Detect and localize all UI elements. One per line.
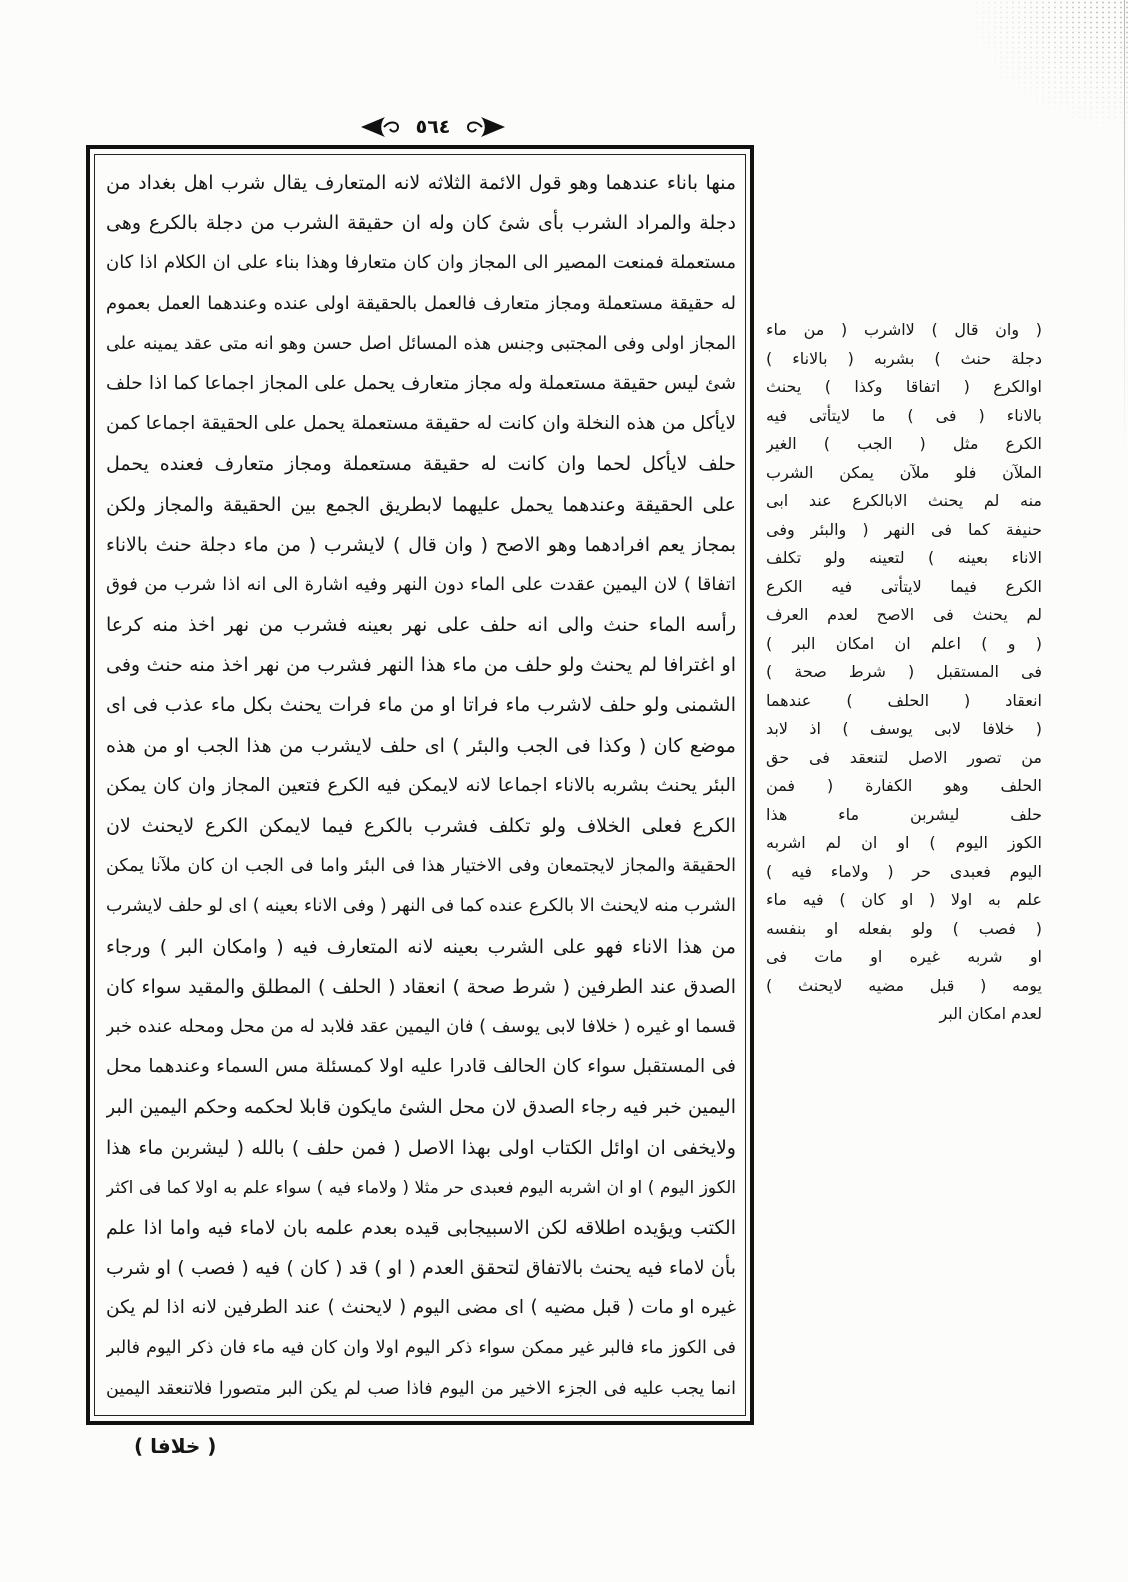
page-number: ٥٦٤ xyxy=(415,116,451,138)
main-text-line: غيره او مات ( قبل مضيه ) اى مضى اليوم ( لايحنث ) عند الطرفين لانه اذا لم يكن xyxy=(106,1297,736,1319)
catchword: ( خلافا ) xyxy=(134,1434,217,1458)
main-text-line: مستعملة فمنعت المصير الى المجاز وان كان متعارفا وهذا بناء على ان الكلام اذا كان xyxy=(106,252,736,274)
main-text-line: فى المستقبل سواء كان الحالف قادرا عليه اولا كمسئلة مس السماء وعندهما محل xyxy=(106,1056,736,1078)
margin-text-line: انعقاد ( الحلف ) عندهما xyxy=(766,690,1042,710)
margin-text-line: حنيفة كما فى النهر ( والبئر وفى xyxy=(766,519,1042,539)
main-text-line: الشرب منه لايحنث الا بالكرع عنده كما فى النهر ( وفى الاناء بعينه ) اى لو حلف لايشرب xyxy=(106,896,736,917)
main-text-line: الشمنى ولو حلف لاشرب ماء فراتا او من ماء فرات يحنث بكل ماء عذب فى اى xyxy=(106,694,736,717)
scan-noise xyxy=(968,0,1128,130)
page-header xyxy=(360,112,506,142)
ornament-left-icon xyxy=(360,115,400,139)
margin-text-line: الاناء بعينه ) لتعينه ولو تكلف xyxy=(766,548,1042,567)
main-text-line: من هذا الاناء فهو على الشرب بعينه لانه المتعارف فيه ( وامكان البر ) ورجاء xyxy=(106,935,736,958)
main-text-line: الصدق عند الطرفين ( شرط صحة ) انعقاد ( الحلف ) المطلق والمقيد سواء كان xyxy=(106,975,736,998)
margin-text-line: منه لم يحنث الابالكرع عند ابى xyxy=(766,491,1042,510)
margin-text-line: من تصور الاصل لتنعقد فى حق xyxy=(766,747,1042,767)
main-text-line: بمجاز يعم افرادهما وهو الاصح ( وان قال ) لايشرب ( من ماء دجلة حنث بالاناء xyxy=(106,533,736,556)
main-text-line: شئ ليس حقيقة مستعملة وله مجاز متعارف يحمل على المجاز اجماعا كما اذا حلف xyxy=(106,372,736,394)
main-text-line: رأسه الماء حنث والى انه حلف على نهر بعينه فشرب من نهر اخذ منه كرعا xyxy=(106,614,736,637)
margin-text-line: الكرع فيما لايتأتى فيه الكرع xyxy=(766,576,1042,596)
margin-text-line: ( خلافا لابى يوسف ) اذ لابد xyxy=(766,719,1042,738)
margin-text-line: يومه ( قبل مضيه لايحنث ) xyxy=(766,975,1042,995)
margin-text-line: دجلة حنث ) بشربه ( بالاناء ) xyxy=(766,348,1042,368)
margin-text-line: الكوز اليوم ) او ان لم اشربه xyxy=(766,833,1042,852)
margin-text-line: الكرع مثل ( الجب ) الغير xyxy=(766,434,1042,453)
main-text-line: موضع كان ( وكذا فى الجب والبئر ) اى حلف لايشرب من هذا الجب او من هذه xyxy=(106,734,736,757)
commentary-text xyxy=(106,163,736,1409)
margin-text-line: او شربه غيره او مات فى xyxy=(766,947,1042,966)
margin-text-line: بالاناء ( فى ) ما لايتأتى فيه xyxy=(766,405,1042,425)
ornament-right-icon xyxy=(466,115,506,139)
margin-text-line: الحلف وهو الكفارة ( فمن xyxy=(766,776,1042,795)
main-text-line: ولايخفى ان اوائل الكتاب اولى بهذا الاصل ( فمن حلف ) بالله ( ليشربن ماء هذا xyxy=(106,1136,736,1159)
margin-text-line: لم يحنث فى الاصح لعدم العرف xyxy=(766,605,1042,624)
main-text-line: الكوز اليوم ) او ان اشربه اليوم فعبدى حر مثلا ( ولاماء فيه ) سواء علم به اولا كما فى اكثر xyxy=(106,1177,736,1198)
main-text-line: انما يجب عليه فى الجزء الاخير من اليوم فاذا صب لم يكن البر متصورا فلاتنعقد اليمين xyxy=(106,1378,736,1399)
margin-text-line: ( فصب ) ولو بفعله او بنفسه xyxy=(766,918,1042,938)
margin-text-line: الملآن فلو ملآن يمكن الشرب xyxy=(766,462,1042,482)
main-text-line: اليمين خبر فيه رجاء الصدق لان محل الشئ مايكون قابلا لحكمه وحكم اليمين البر xyxy=(106,1096,736,1119)
margin-text-line: اليوم فعبدى حر ( ولاماء فيه ) xyxy=(766,861,1042,881)
main-text-line: اتفاقا ) لان اليمين عقدت على الماء دون النهر وفيه اشارة الى انه اذا شرب من فوق xyxy=(106,573,736,595)
margin-text-line: اوالكرع ( اتفاقا وكذا ) يحنث xyxy=(766,377,1042,396)
margin-text-line: علم به اولا ( او كان ) فيه ماء xyxy=(766,890,1042,909)
main-text-line: قسما او غيره ( خلافا لابى يوسف ) فان اليمين عقد فلابد له من محل ومحله عنده خبر xyxy=(106,1015,736,1037)
main-text-line: لايأكل من هذه النخلة وان كانت له حقيقة مستعملة يحمل على الحقيقة اجماعا كمن xyxy=(106,413,736,435)
margin-text-line: فى المستقبل ( شرط صحة ) xyxy=(766,662,1042,681)
main-text-line: حلف لايأكل لحما وان كانت له حقيقة مستعملة ومجاز متعارف فعنده يحمل xyxy=(106,453,736,476)
page-edge-shadow xyxy=(1124,0,1125,460)
main-text-line: الكتب ويؤيده اطلاقه لكن الاسبيجابى قيده بعدم علمه بان لاماء فيه واما اذا علم xyxy=(106,1216,736,1239)
main-text-line: دجلة والمراد الشرب بأى شئ كان وله ان حقيقة الشرب من دجلة بالكرع وهى xyxy=(106,212,736,235)
main-text-line: فى الكوز ماء فالبر غير ممكن سواء ذكر اليوم اولا وان كان فيه ماء فان ذكر اليوم فالبر xyxy=(106,1338,736,1359)
main-text-line: الحقيقة والمجاز لايجتمعان وفى الاختيار هذا فى البئر واما فى الجب ان كان ملآنا يمكن xyxy=(106,856,736,877)
main-text-line: له حقيقة مستعملة ومجاز متعارف فالعمل بالحقيقة اولى عنده وعندهما العمل بعموم xyxy=(106,292,736,314)
main-text-line: البئر يحنث بشربه بالاناء اجماعا لانه لايمكن فيه الكرع فتعين المجاز وان كان يمكن xyxy=(106,774,736,796)
margin-text-line: ( و ) اعلم ان امكان البر ) xyxy=(766,633,1042,653)
main-text-line: الكرع فعلى الخلاف ولو تكلف فشرب بالكرع فيما لايمكن الكرع لايحنث لان xyxy=(106,815,736,837)
main-text-line: منها باناء عندهما وهو قول الائمة الثلاثه لانه المتعارف يقال شرب اهل بغداد من xyxy=(106,172,736,194)
margin-text-line: لعدم امكان البر xyxy=(939,1004,1042,1023)
main-text-line: المجاز اولى وفى المجتبى وجنس هذه المسائل اصل حسن وهو انه متى عقد يمينه على xyxy=(106,333,736,354)
main-text-line: او اغترافا لم يحنث ولو حلف من ماء هذا النهر فشرب من نهر اخذ منه حنث وفى xyxy=(106,654,736,677)
main-text-line: بأن لاماء فيه يحنث بالاتفاق لتحقق العدم ( او ) قد ( كان ) فيه ( فصب ) او شرب xyxy=(106,1257,736,1280)
margin-text-line: حلف ليشربن ماء هذا xyxy=(766,804,1042,824)
margin-text-line: ( وان قال ) لااشرب ( من ماء xyxy=(766,320,1042,339)
main-text-line: على الحقيقة وعندهما يحمل عليهما لابطريق الجمع بين الحقيقة والمجاز ولكن xyxy=(106,493,736,516)
margin-matn-text xyxy=(766,316,1042,1029)
